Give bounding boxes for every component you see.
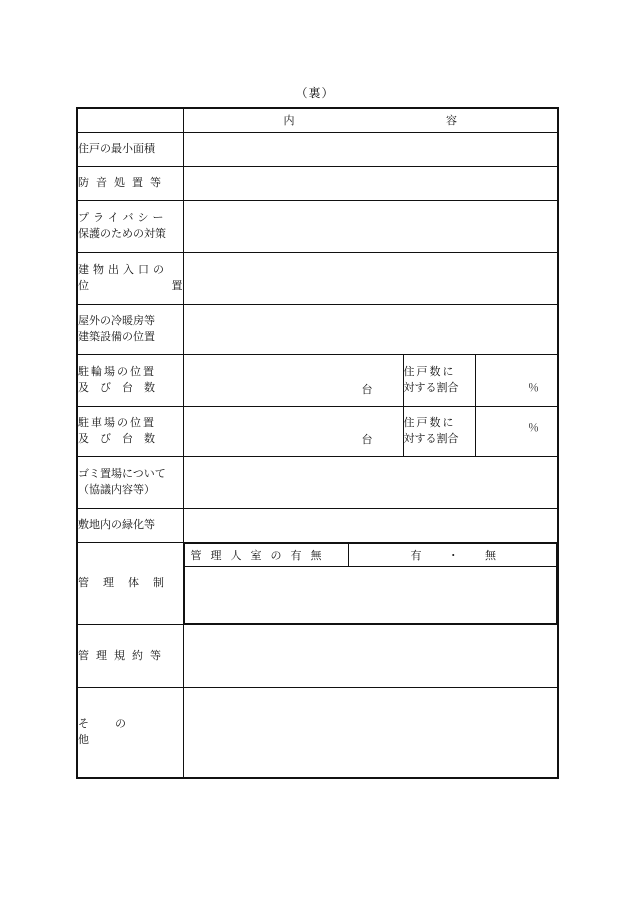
field-rules[interactable]	[183, 624, 558, 687]
label-bicycle-ratio-line2: 対する割合	[403, 381, 459, 394]
row-green	[77, 508, 558, 542]
label-privacy-line2: 保護のための対策	[78, 227, 166, 240]
label-outdoor	[77, 304, 183, 354]
label-parking	[77, 406, 183, 456]
header-content-right: 容	[446, 114, 457, 128]
field-bicycle-count[interactable]	[183, 354, 403, 406]
header-blank-cell	[77, 108, 183, 132]
header-content-left: 内	[283, 114, 295, 128]
label-parking-line2: 及び台数	[78, 432, 166, 445]
field-bicycle-ratio[interactable]	[475, 354, 558, 406]
label-entrance-line2	[78, 278, 183, 294]
label-bicycle	[77, 354, 183, 406]
label-parking-line1: 駐車場の位置	[78, 416, 156, 429]
field-garbage[interactable]	[183, 456, 558, 508]
row-garbage	[77, 456, 558, 508]
percent-bicycle: ％	[528, 380, 539, 394]
row-rules	[77, 624, 558, 687]
row-min-area	[77, 132, 558, 166]
unit-bicycle: 台	[361, 382, 373, 396]
unit-parking: 台	[361, 432, 373, 446]
label-parking-ratio-line1: 住戸数に	[403, 416, 456, 429]
option-no[interactable]: 無	[485, 548, 496, 562]
label-green	[77, 508, 183, 542]
field-entrance[interactable]	[183, 252, 558, 304]
row-other	[77, 687, 558, 778]
label-other-text: その他	[78, 717, 152, 747]
field-manager-room[interactable]	[348, 543, 557, 566]
header-content-cell	[183, 108, 558, 132]
header-row	[77, 108, 558, 132]
label-entrance-line1: 建物出入口の	[78, 263, 168, 276]
row-bicycle	[77, 354, 558, 406]
label-privacy	[77, 200, 183, 252]
label-other	[77, 687, 183, 778]
field-management[interactable]	[184, 566, 557, 623]
label-bicycle-ratio	[403, 354, 475, 406]
option-separator: ・	[447, 548, 459, 562]
field-sound[interactable]	[183, 166, 558, 200]
label-green-text: 敷地内の緑化等	[78, 518, 155, 531]
label-outdoor-line1: 屋外の冷暖房等	[78, 314, 155, 327]
label-entrance-line2b: 置	[171, 279, 183, 292]
label-manager-room	[184, 543, 348, 566]
field-outdoor[interactable]	[183, 304, 558, 354]
label-management-text: 管理体制	[78, 576, 178, 589]
label-privacy-line1: プライバシー	[78, 211, 168, 224]
label-parking-ratio-line2: 対する割合	[403, 432, 459, 445]
label-min-area-text: 住戸の最小面積	[78, 142, 155, 155]
sheet-label: （裏）	[295, 86, 335, 100]
management-subtable	[184, 543, 558, 624]
label-garbage	[77, 456, 183, 508]
label-entrance-line2a: 位	[78, 279, 89, 292]
label-sound	[77, 166, 183, 200]
row-privacy	[77, 200, 558, 252]
label-sound-text: 防音処置等	[78, 176, 168, 189]
field-privacy[interactable]	[183, 200, 558, 252]
row-parking	[77, 406, 558, 456]
field-green[interactable]	[183, 508, 558, 542]
form-table	[76, 107, 559, 779]
label-rules	[77, 624, 183, 687]
label-bicycle-ratio-line1: 住戸数に	[403, 365, 456, 378]
row-outdoor	[77, 304, 558, 354]
label-rules-text: 管理規約等	[78, 648, 168, 662]
row-sound	[77, 166, 558, 200]
label-outdoor-line2: 建築設備の位置	[78, 330, 155, 343]
label-bicycle-line1: 駐輪場の位置	[78, 365, 156, 378]
field-other[interactable]	[183, 687, 558, 778]
label-garbage-line2: （協議内容等）	[78, 483, 155, 496]
label-min-area	[77, 132, 183, 166]
label-entrance	[77, 252, 183, 304]
field-parking-count[interactable]	[183, 406, 403, 456]
label-parking-ratio	[403, 406, 475, 456]
cell-management	[183, 542, 558, 624]
label-management	[77, 542, 183, 624]
field-parking-ratio[interactable]	[475, 406, 558, 456]
option-yes[interactable]: 有	[410, 548, 422, 562]
field-min-area[interactable]	[183, 132, 558, 166]
row-management	[77, 542, 558, 624]
label-bicycle-line2: 及び台数	[78, 381, 166, 394]
label-manager-room-text: 管理人室の有無	[190, 548, 331, 562]
row-entrance	[77, 252, 558, 304]
percent-parking: ％	[528, 420, 539, 434]
label-garbage-line1: ゴミ置場について	[78, 467, 166, 480]
